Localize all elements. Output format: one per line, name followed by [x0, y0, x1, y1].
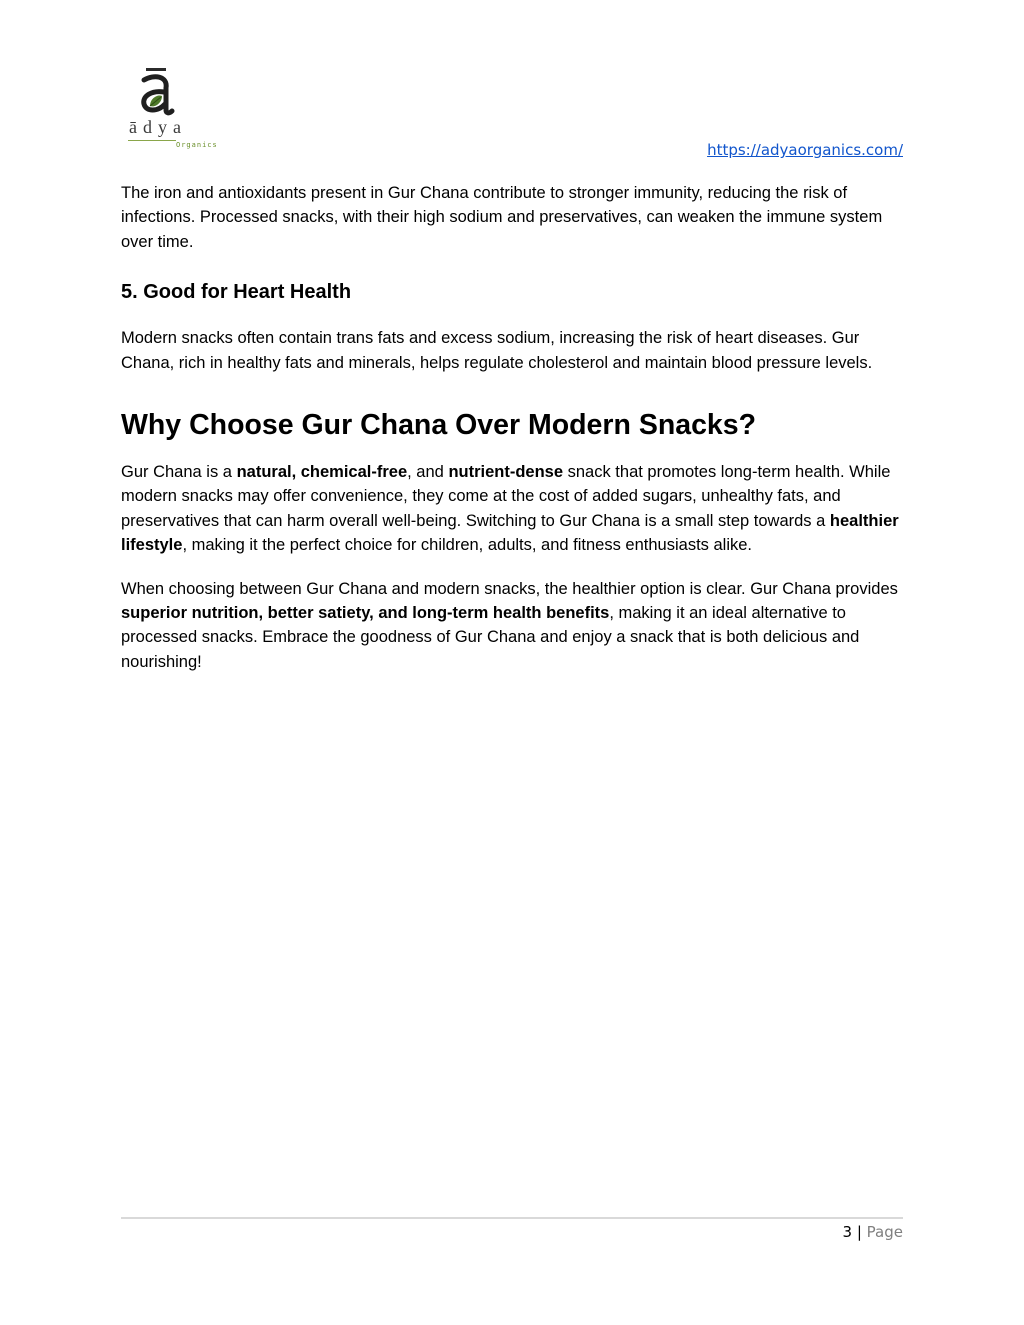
page-footer	[843, 1222, 904, 1242]
page-content	[121, 181, 905, 674]
conclusion-paragraph	[121, 577, 905, 675]
page-label: Page	[866, 1223, 903, 1241]
heart-health-paragraph: Modern snacks often contain trans fats and excess sodium, increasing the risk of heart diseases. Gur Chana, rich in healthy fats and minerals, helps regulate cholesterol and maintain blood pressure levels.	[121, 329, 873, 372]
heart-health-heading: 5. Good for Heart Health	[121, 281, 352, 304]
bold-run: superior nutrition, better satiety, and long-term health benefits	[121, 604, 610, 623]
logo-sub-text: Organics	[176, 141, 218, 149]
text-run: When choosing between Gur Chana and modern snacks, the healthier option is clear. Gur Chana provides	[121, 579, 898, 598]
text-run: Gur Chana is a	[121, 463, 237, 482]
text-run: , making it the perfect choice for children, adults, and fitness enthusiasts alike.	[182, 536, 753, 555]
bold-run: natural, chemical-free	[236, 463, 408, 482]
bold-run: healthier lifestyle	[121, 511, 899, 555]
website-link[interactable]: https://adyaorganics.com/	[707, 141, 903, 159]
text-run: , making it an ideal alternative to processed snacks. Embrace the goodness of Gur Chana and enjoy a snack that is both delicious and nourishing!	[121, 604, 860, 671]
why-choose-heading: Why Choose Gur Chana Over Modern Snacks?	[121, 409, 757, 442]
immunity-paragraph: The iron and antioxidants present in Gur Chana contribute to stronger immunity, reducing the risk of infections. Processed snacks, with their high sodium and preservatives, can weaken the immune system over time.	[121, 184, 883, 251]
text-run: , and	[407, 463, 449, 482]
logo-underline	[128, 140, 176, 141]
footer-divider	[121, 1217, 903, 1219]
logo-brand-text: ādya	[129, 117, 187, 137]
why-choose-paragraph	[121, 460, 905, 558]
brand-logo	[126, 66, 216, 152]
page-number: 3	[842, 1223, 853, 1241]
bold-run: nutrient-dense	[448, 463, 564, 482]
logo-letter-icon	[126, 66, 186, 118]
text-run: snack that promotes long-term health. While modern snacks may offer convenience, they come at the cost of added sugars, unhealthy fats, and preservatives that can harm overall well-being. Switching to Gur Chana is a small step towards a	[121, 463, 891, 530]
footer-separator: |	[856, 1223, 862, 1241]
